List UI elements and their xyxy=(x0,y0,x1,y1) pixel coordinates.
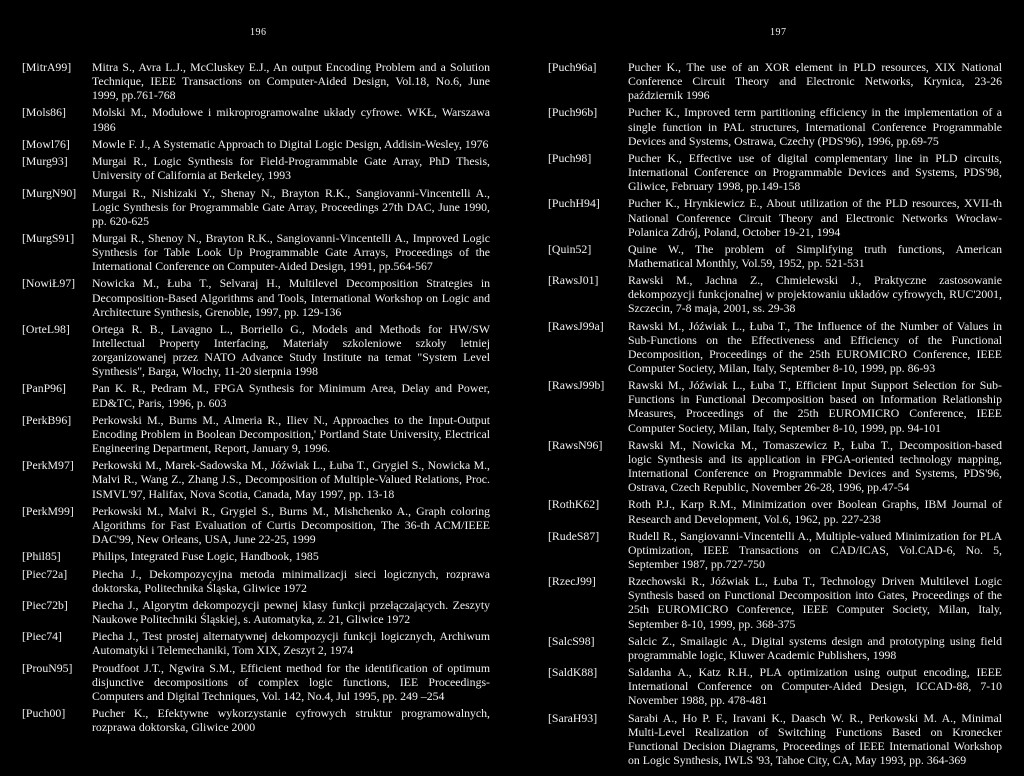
reference-entry xyxy=(22,381,490,409)
right-page xyxy=(512,0,1024,776)
page-number-left: 196 xyxy=(250,27,267,38)
reference-entry xyxy=(22,549,490,563)
reference-entry xyxy=(22,137,490,151)
reference-text: Nowicka M., Łuba T., Selvaraj H., Multilevel Decomposition Strategies in Decomposition-Based Algorithms and Tools, International Workshop on Logic and Architecture Synthesis, Grenoble, 1997, pp. 129-136 xyxy=(92,276,490,319)
reference-entry xyxy=(22,458,490,500)
reference-text: Rawski M., Jachna Z., Chmielewski J., Praktyczne zastosowanie dekompozycji funkcjonalnej w projektowaniu układów cyfrowych, RUC'2001, Szczecin, 7-8 maja, 2001, ss. 29-38 xyxy=(628,273,1002,316)
reference-text: Pucher K., The use of an XOR element in PLD resources, XIX National Conference Circuit Theory and Electronic Networks, Krynica, 23-26 październik 1996 xyxy=(628,60,1002,103)
reference-key: [SaldK88] xyxy=(548,665,598,680)
reference-entry xyxy=(22,231,490,273)
reference-key: [RzecJ99] xyxy=(548,574,596,589)
reference-list-left xyxy=(22,60,490,738)
reference-text: Mowle F. J., A Systematic Approach to Digital Logic Design, Addisin-Wesley, 1976 xyxy=(92,136,489,151)
reference-key: [MurgN90] xyxy=(22,185,77,200)
reference-text: Rawski M., Jóźwiak L., Łuba T., The Influence of the Number of Values in Sub-Functions on the Effectiveness and Efficiency of the Functional Decomposition, Proceedings of the 25th EUROMICRO Conference, IEEE Computer Society, Milan, Italy, September 8-10, 1999, pp. 86-93 xyxy=(628,318,1002,375)
reference-key: [Puch98] xyxy=(548,150,592,165)
reference-entry xyxy=(548,574,1002,630)
reference-text: Piecha J., Test prostej alternatywnej dekompozycji funkcji logicznych, Archiwum Automatyki i Telemechaniki, Tom XIX, Zeszyt 2, 1974 xyxy=(92,629,490,658)
reference-text: Quine W., The problem of Simplifying truth functions, American Mathematical Monthly, Vol.59, 1952, pp. 521-531 xyxy=(628,241,1002,270)
reference-entry xyxy=(22,186,490,228)
reference-text: Murgai R., Shenoy N., Brayton R.K., Sangiovanni-Vincentelli A., Improved Logic Synthesis for Table Look Up Programmable Gate Arrays, Proceedings of the International Conference on Computer-Aided Design, 1991, pp.564-567 xyxy=(92,230,490,274)
reference-text: Saldanha A., Katz R.H., PLA optimization using output encoding, IEEE International Conference on Computer-Aided Design, ICCAD-88, 7-10 November 1988, pp. 478-481 xyxy=(628,665,1002,708)
reference-text: Perkowski M., Burns M., Almeria R., Iliev N., Approaches to the Input-Output Encoding Problem in Boolean Decomposition,' Portland State University, Electrical Engineering Department, Report, January 9, 1996. xyxy=(92,412,490,456)
reference-text: Pucher K., Effective use of digital complementary line in PLD circuits, International Conference on Programmable Devices and Systems, PDS'98, Gliwice, February 1998, pp.149-158 xyxy=(628,150,1002,194)
reference-key: [Mols86] xyxy=(22,105,66,120)
reference-key: [PuchH94] xyxy=(548,196,600,211)
reference-key: [PerkM99] xyxy=(22,503,74,518)
reference-entry xyxy=(22,504,490,546)
reference-entry xyxy=(22,322,490,378)
reference-entry xyxy=(22,567,490,595)
reference-text: Perkowski M., Malvi R., Grygiel S., Burns M., Mishchenko A., Graph coloring Algorithms for Fast Evaluation of Curtis Decomposition, The 36-th ACM/IEEE DAC'99, New Orleans, USA, June 22-25, 1999 xyxy=(92,503,490,546)
reference-entry xyxy=(548,196,1002,238)
reference-text: Molski M., Modułowe i mikroprogramowalne układy cyfrowe. WKŁ, Warszawa 1986 xyxy=(92,105,490,134)
reference-text: Proudfoot J.T., Ngwira S.M., Efficient method for the identification of optimum disjunctive decompositions of complex logic functions, IEE Proceedings-Computers and Digital Techniques, Vol. 142, No.4, Jul 1995, pp. 249 –254 xyxy=(92,660,490,703)
reference-key: [Piec74] xyxy=(22,629,62,644)
reference-text: Rawski M., Nowicka M., Tomaszewicz P., Łuba T., Decomposition-based logic Synthesis and its application in FPGA-oriented technology mapping, International Conference on Programmable Devices and Systems, PDS'96, Ostrava, Czech Republic, November 26-28, 1996, pp.47-54 xyxy=(628,437,1002,495)
reference-entry xyxy=(22,154,490,182)
reference-entry xyxy=(548,105,1002,147)
reference-entry xyxy=(22,105,490,133)
reference-entry xyxy=(22,413,490,455)
reference-key: [Murg93] xyxy=(22,154,68,169)
reference-entry xyxy=(548,242,1002,270)
reference-key: [RudeS87] xyxy=(548,528,600,543)
reference-key: [PerkM97] xyxy=(22,458,74,473)
reference-text: Rzechowski R., Jóźwiak L., Łuba T., Technology Driven Multilevel Logic Synthesis based on Functional Decomposition into Gates, Proceedings of the 25th EUROMICRO Conference, IEEE Computer Society, Milan, Italy, September 8-10, 1999, pp. 368-375 xyxy=(628,574,1002,631)
reference-list-right xyxy=(548,60,1002,770)
reference-entry xyxy=(22,629,490,657)
reference-entry xyxy=(548,378,1002,434)
reference-key: [OrteL98] xyxy=(22,321,70,336)
reference-text: Pucher K., Efektywne wykorzystanie cyfrowych struktur programowalnych, rozprawa doktorska, Gliwice 2000 xyxy=(92,706,490,735)
reference-key: [RawsJ01] xyxy=(548,273,599,288)
reference-text: Ortega R. B., Lavagno L., Borriello G., Models and Methods for HW/SW Intellectual Property Interfacing, Materiały szkoleniowe szkoły letniej zorganizowanej przez NATO Advance Study Institute na temat "System Level Synthesis", Barga, Włochy, 11-20 sierpnia 1998 xyxy=(92,321,490,379)
page-number-right: 197 xyxy=(770,27,787,38)
reference-key: [MurgS91] xyxy=(22,230,75,245)
reference-entry xyxy=(548,529,1002,571)
reference-entry xyxy=(22,661,490,703)
reference-text: Mitra S., Avra L.J., McCluskey E.J., An output Encoding Problem and a Solution Technique, IEEE Transactions on Computer-Aided Design, Vol.18, No.6, June 1999, pp.761-768 xyxy=(92,60,490,103)
reference-key: [Mowl76] xyxy=(22,136,70,151)
reference-entry xyxy=(548,497,1002,525)
reference-text: Rudell R., Sangiovanni-Vincentelli A., Multiple-valued Minimization for PLA Optimization, IEEE Transactions on CAD/ICAS, Vol.CAD-6, No. 5, September 1987, pp.727-750 xyxy=(628,528,1002,571)
reference-key: [PanP96] xyxy=(22,381,66,396)
reference-key: [Quin52] xyxy=(548,241,592,256)
reference-key: [ProuN95] xyxy=(22,660,73,675)
reference-entry xyxy=(22,706,490,734)
reference-text: Pucher K., Improved term partitioning efficiency in the implementation of a single function in PAL structures, International Conference Programmable Devices and Systems, Ostrawa, Czechy (PDS'96), 1996, pp.69-75 xyxy=(628,105,1002,148)
reference-key: [Phil85] xyxy=(22,549,61,564)
reference-key: [SalcS98] xyxy=(548,633,595,648)
reference-entry xyxy=(548,273,1002,315)
reference-key: [Puch00] xyxy=(22,706,66,721)
reference-text: Salcic Z., Smailagic A., Digital systems design and prototyping using field programmable logic, Kluwer Academic Publishers, 1998 xyxy=(628,633,1002,662)
reference-text: Rawski M., Jóźwiak L., Łuba T., Efficient Input Support Selection for Sub-Functions in Functional Decomposition based on Information Relationship Measures, Proceedings of the 25th EUROMICRO Conference, IEEE Computer Society, Milan, Italy, September 8-10, 1999, pp. 94-101 xyxy=(628,378,1002,435)
reference-text: Sarabi A., Ho P. F., Iravani K., Daasch W. R., Perkowski M. A., Minimal Multi-Level Realization of Switching Functions Based on Kronecker Functional Decision Diagrams, Proceedings of IEEE International Workshop on Logic Synthesis, IWLS '93, Tahoe City, CA, May 1993, pp. 364-369 xyxy=(628,710,1002,767)
reference-entry xyxy=(548,60,1002,102)
reference-key: [Puch96a] xyxy=(548,60,597,74)
reference-text: Roth P.J., Karp R.M., Minimization over Boolean Graphs, IBM Journal of Research and Development, Vol.6, 1962, pp. 227-238 xyxy=(628,497,1002,526)
reference-entry xyxy=(22,60,490,102)
reference-text: Piecha J., Algorytm dekompozycji pewnej klasy funkcji przełączających. Zeszyty Naukowe Politechniki Śląskiej, s. Automatyka, z. 21, Gliwice 1972 xyxy=(92,597,490,626)
reference-text: Pucher K., Hrynkiewicz E., About utilization of the PLD resources, XVII-th National Conference Circuit Theory and Electronic Networks Wrocław-Polanica Zdrój, Poland, October 19-21, 1994 xyxy=(628,196,1002,239)
reference-key: [NowiŁ97] xyxy=(22,276,76,291)
reference-text: Pan K. R., Pedram M., FPGA Synthesis for Minimum Area, Delay and Power, ED&TC, Paris, 1996, p. 603 xyxy=(92,381,490,410)
reference-entry xyxy=(548,319,1002,375)
reference-entry xyxy=(22,276,490,318)
reference-text: Murgai R., Logic Synthesis for Field-Programmable Gate Array, PhD Thesis, University of California at Berkeley, 1993 xyxy=(92,154,490,183)
reference-key: [Piec72a] xyxy=(22,566,68,581)
reference-key: [RawsJ99b] xyxy=(548,378,605,393)
reference-entry xyxy=(22,598,490,626)
reference-entry xyxy=(548,665,1002,707)
reference-entry xyxy=(548,151,1002,193)
reference-key: [PerkB96] xyxy=(22,412,72,427)
reference-entry xyxy=(548,634,1002,662)
reference-key: [Puch96b] xyxy=(548,105,598,120)
reference-text: Murgai R., Nishizaki Y., Shenay N., Brayton R.K., Sangiovanni-Vincentelli A., Logic Synthesis for Programmable Gate Array, Proceedings 27th DAC, June 1990, pp. 620-625 xyxy=(92,185,490,228)
reference-entry xyxy=(548,711,1002,767)
reference-key: [RawsJ99a] xyxy=(548,318,604,333)
reference-key: [SaraH93] xyxy=(548,710,598,725)
reference-text: Philips, Integrated Fuse Logic, Handbook, 1985 xyxy=(92,549,319,564)
reference-key: [RothK62] xyxy=(548,497,600,512)
reference-key: [MitrA99] xyxy=(22,60,72,74)
reference-text: Piecha J., Dekompozycyjna metoda minimalizacji sieci logicznych, rozprawa doktorska, Politechnika Śląska, Gliwice 1972 xyxy=(92,566,490,595)
reference-entry xyxy=(548,438,1002,494)
reference-key: [Piec72b] xyxy=(22,597,68,612)
reference-text: Perkowski M., Marek-Sadowska M., Jóźwiak L., Łuba T., Grygiel S., Nowicka M., Malvi R., Wang Z., Zhang J.S., Decomposition of Multiple-Valued Relations, Proc. ISMVL'97, Halifax, Nova Scotia, Canada, May 1997, pp. 13-18 xyxy=(92,458,490,501)
reference-key: [RawsN96] xyxy=(548,437,603,452)
